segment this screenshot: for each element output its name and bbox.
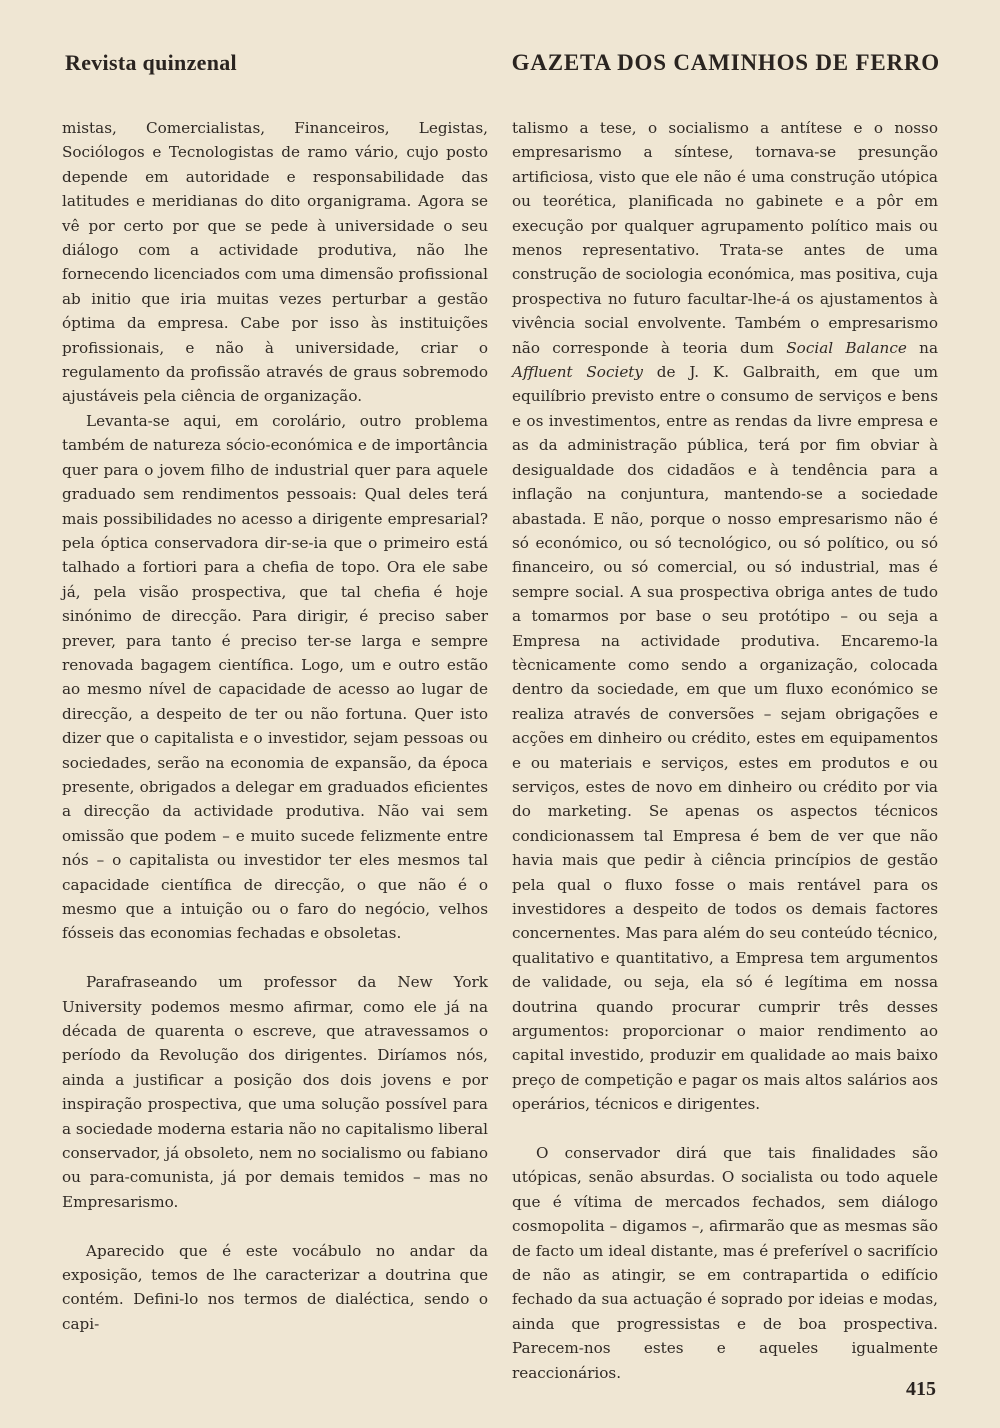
right-paragraph-1 [512, 116, 938, 1117]
page-number: 415 [906, 1378, 936, 1400]
left-paragraph-3: Parafraseando um professor da New York University podemos mesmo afirmar, como ele já na década de quarenta o escreve, que atravessamos o período da Revolução dos dirigentes. Diríamos nós, ainda a justificar a posição dos dois jovens e por inspiração prospectiva, que uma solução possível para a sociedade moderna estaria não no capitalismo liberal conservador, já obsoleto, nem no socialismo ou fabiano ou para-comunista, já por demais temidos – mas no Empresarismo. [62, 973, 488, 1211]
right-paragraph-2: O conservador dirá que tais finalidades são utópicas, senão absurdas. O socialista ou todo aquele que é vítima de mercados fechados, sem diálogo cosmopolita – digamos –, afirmarão que as mesmas são de facto um ideal distante, mas é preferível o sacrifício de não as atingir, se em contrapartida o edifício fechado da sua actuação é soprado por ideias e modas, ainda que progressistas e de boa prospectiva. Parecem-nos estes e aqueles igualmente reaccionários. [512, 1144, 938, 1382]
right-column [512, 116, 938, 1385]
left-column [62, 116, 488, 1336]
running-header-right: GAZETA DOS CAMINHOS DE FERRO [511, 50, 940, 75]
right-paragraph-1-part-b: na [906, 338, 939, 357]
italic-social-balance: Social Balance [786, 338, 907, 357]
left-paragraph-2: Levanta-se aqui, em corolário, outro problema também de natureza sócio-económica e de importância quer para o jovem filho de industrial quer para aquele graduado sem rendimentos pessoais: Qual deles terá mais possibilidades no acesso a dirigente empresarial? pela óptica conservadora dir-se-ia que o primeiro está talhado a fortiori para a chefia de topo. Ora ele sabe já, pela visão prospectiva, que tal chefia é hoje sinónimo de direcção. Para dirigir, é preciso saber prever, para tanto é preciso ter-se larga e sempre renovada bagagem científica. Logo, um e outro estão ao mesmo nível de capacidade de acesso ao lugar de direcção, a despeito de ter ou não fortuna. Quer isto dizer que o capitalista e o investidor, sejam pessoas ou sociedades, serão na economia de expansão, da época presente, obrigados a delegar em graduados eficientes a direcção da actividade produtiva. Não vai sem omissão que podem – e muito sucede felizmente entre nós – o capitalista ou investidor ter eles mesmos tal capacidade científica de direcção, o que não é o mesmo que a intuição ou o faro do negócio, velhos fósseis das economias fechadas e obsoletas. [62, 411, 488, 943]
running-header-left: Revista quinzenal [65, 50, 237, 75]
left-paragraph-1: mistas, Comercialistas, Financeiros, Legistas, Sociólogos e Tecnologistas de ramo vário, cujo posto depende em autoridade e responsabilidade das latitudes e meridianas do dito organigrama. Agora se vê por certo por que se pede à universidade o seu diálogo com a actividade produtiva, não lhe fornecendo licenciados com uma dimensão profissional ab initio que iria muitas vezes perturbar a gestão óptima da empresa. Cabe por isso às instituições profissionais, e não à universidade, criar o regulamento da profissão através de graus sobremodo ajustáveis pela ciência de organização. [62, 119, 488, 406]
right-paragraph-1-part-c: de J. K. Galbraith, em que um equilíbrio previsto entre o consumo de serviços e bens e os investimentos, entre as rendas da livre empresa e as da administração pública, terá por fim obviar à desigualdade dos cidadãos e à tendência para a inflação na conjuntura, mantendo-se a sociedade abastada. E não, porque o nosso empresarismo não é só económico, ou só tecnológico, ou só político, ou só financeiro, ou só comercial, ou só industrial, mas é sempre social. A sua prospectiva obriga antes de tudo a tomarmos por base o seu protótipo – ou seja a Empresa na actividade produtiva. Encaremo-la tècnicamente como sendo a organização, colocada dentro da sociedade, em que um fluxo económico se realiza através de conversões – sejam obrigações e acções em dinheiro ou crédito, estes em equipamentos e ou materiais e serviços, estes em produtos e ou serviços, estes de novo em dinheiro ou crédito por via do marketing. Se apenas os aspectos técnicos condicionassem tal Empresa é bem de ver que não havia mais que pedir à ciência princípios de gestão pela qual o fluxo fosse o mais rentável para os investidores a despeito de todos os demais factores concernentes. Mas para além do seu conteúdo técnico, qualitativo e quantitativo, a Empresa tem argumentos de validade, ou seja, ela só é legítima em nossa doutrina quando procurar cumprir três desses argumentos: proporcionar o maior rendimento ao capital investido, produzir em qualidade ao mais baixo preço de competição e pagar os mais altos salários aos operários, técnicos e dirigentes. [512, 363, 938, 1114]
left-paragraph-4: Aparecido que é este vocábulo no andar da exposição, temos de lhe caracterizar a doutrina que contém. Defini-lo nos termos de dialéctica, sendo o capi- [62, 1241, 488, 1333]
italic-affluent-society: Affluent Society [512, 363, 643, 382]
right-paragraph-1-part-a: talismo a tese, o socialismo a antítese e o nosso empresarismo a síntese, tornava-se presunção artificiosa, visto que ele não é uma construção utópica ou teorética, planificada no gabinete e a pôr em execução por qualquer agrupamento político mais ou menos representativo. Trata-se antes de uma construção de sociologia económica, mas positiva, cuja prospectiva no futuro facultar-lhe-á os ajustamentos à vivência social envolvente. Também o empresarismo não corresponde à teoria dum [512, 119, 938, 357]
